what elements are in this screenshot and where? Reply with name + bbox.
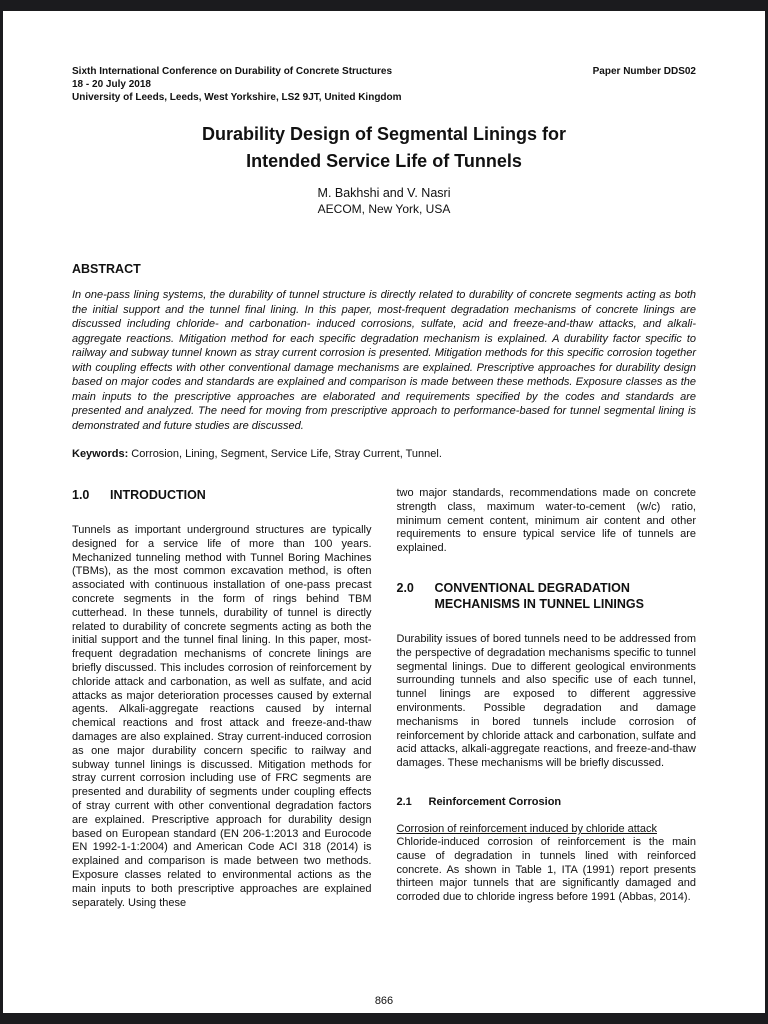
abstract-body: In one-pass lining systems, the durability of tunnel structure is directly related to durability of concrete segments acting as both the initial support and the tunnel final lining. In this paper, most-frequent degradation mechanisms of concrete linings are discussed including chloride- and carbonation- induced corrosions, sulfate, acid and freeze-and-thaw attacks, and alkali-aggregate reactions. Mitigation method for each specific degradation mechanism is explained. A durability factor specific to railway and subway tunnel known as stray current corrosion is presented. Mitigation methods for this specific corrosion together with coupling effects with other conventional damage mechanisms are explained. Prescriptive approaches for durability design based on major codes and standards are explained and comparison is made between these methods. Exposure classes as the main inputs to the prescriptive approaches are elaborated and requirements specified by the codes and standards are presented and analyzed. The need for moving from prescriptive approach to performance-based for tunnel segmental lining is demonstrated and future studies are discussed. <box>72 289 696 432</box>
paper-title-line-2: Intended Service Life of Tunnels <box>246 151 522 171</box>
chloride-attack-lead-underlined: Corrosion of reinforcement induced by chloride attack <box>396 822 657 835</box>
paper-content <box>3 11 765 910</box>
section-2-heading <box>397 580 697 612</box>
page-number: 866 <box>374 995 394 1007</box>
authors: M. Bakhshi and V. Nasri <box>317 186 451 200</box>
conference-dates: 18 - 20 July 2018 <box>72 79 151 90</box>
keywords-label: Keywords: <box>72 448 129 460</box>
two-column-body <box>72 487 696 910</box>
conference-title: Sixth International Conference on Durability of Concrete Structures <box>72 66 393 77</box>
introduction-paragraph: Tunnels as important underground structures are typically designed for a service life of more than 100 years. Mechanized tunneling method with Tunnel Boring Machines (TBMs), as the most common excavation method, is often associated with continuous installation of one-pass precast concrete segments in the form of rings behind TBM cutterhead. In these tunnels, durability of tunnel is directly related to durability of concrete segments acting as both the initial support and the tunnel final lining. In this paper, most-frequent degradation mechanisms of concrete linings are briefly discussed. This includes corrosion of reinforcement by chloride attack and carbonation, as well as sulfate, and acid attacks as major deterioration processes caused by external agents. Alkali-aggregate reactions caused by internal chemical reactions and frost attack and freeze-and-thaw damages are also explained. Stray current-induced corrosion as one major durability concern specific to railway and subway tunnel linings is discussed. Mitigation methods for stray current corrosion including use of FRC segments are presented and durability of segments under coupling effects of stray current with other conventional degradation factors are explained. Prescriptive approach for durability design based on European standard (EN 206-1:2013 and Eurocode EN 1992-1-1:2004) and American Code ACI 318 (2014) is explained and comparison is made between two methods. Exposure classes related to environmental actions as the main inputs to both prescriptive approaches are explained separately. Using these <box>72 524 372 909</box>
section-2-title-line-1: CONVENTIONAL DEGRADATION <box>434 580 630 595</box>
conference-info <box>72 65 402 104</box>
paper-header <box>72 65 696 104</box>
section-1-number: 1.0 <box>72 488 90 502</box>
conference-location: University of Leeds, Leeds, West Yorkshire, LS2 9JT, United Kingdom <box>72 92 402 103</box>
introduction-continuation-paragraph: two major standards, recommendations made on concrete strength class, maximum water-to-cement (w/c) ratio, minimum cement content, minimum air content and other requirements to ensure typical service life of tunnels are explained. <box>396 487 696 555</box>
paper-page <box>3 11 765 1013</box>
degradation-paragraph: Durability issues of bored tunnels need to be addressed from the perspective of degradation mechanisms specific to tunnel segmental linings. Due to different geological environments surrounding tunnels and also specific use of each tunnel, tunnel linings are exposed to different aggressive environments. Possible degradation and damage mechanisms in bored tunnels include corrosion of reinforcement by chloride attack and carbonation, sulfate and acid attacks, alkali-aggregate reactions, and freeze-and-thaw damages. These mechanisms will be briefly discussed. <box>396 632 696 770</box>
column-left <box>72 487 372 910</box>
column-right <box>397 487 697 910</box>
section-1-title: INTRODUCTION <box>110 488 206 502</box>
keywords-text: Corrosion, Lining, Segment, Service Life, Stray Current, Tunnel. <box>128 448 442 460</box>
reinforcement-corrosion-paragraph: Chloride-induced corrosion of reinforcement is the main cause of degradation in tunnels lined with reinforced concrete. As shown in Table 1, ITA (1991) report presents thirteen major tunnels that are significantly damaged and corroded due to chloride ingress before 1991 (Abbas, 2014). <box>396 835 696 904</box>
section-2-number: 2.0 <box>396 580 414 595</box>
section-2-1-heading <box>397 795 697 809</box>
section-2-1-title: Reinforcement Corrosion <box>428 795 562 808</box>
paper-number: Paper Number DDS02 <box>592 66 696 77</box>
paper-title-line-1: Durability Design of Segmental Linings for <box>201 124 567 144</box>
section-2-1-number: 2.1 <box>396 795 412 808</box>
keywords-line <box>72 447 696 461</box>
paper-title <box>72 121 696 175</box>
abstract-heading: ABSTRACT <box>72 262 141 276</box>
section-1-heading <box>72 487 372 503</box>
section-2-title-line-2: MECHANISMS IN TUNNEL LININGS <box>434 596 644 611</box>
section-2-title <box>435 580 697 612</box>
affiliation: AECOM, New York, USA <box>317 202 451 216</box>
